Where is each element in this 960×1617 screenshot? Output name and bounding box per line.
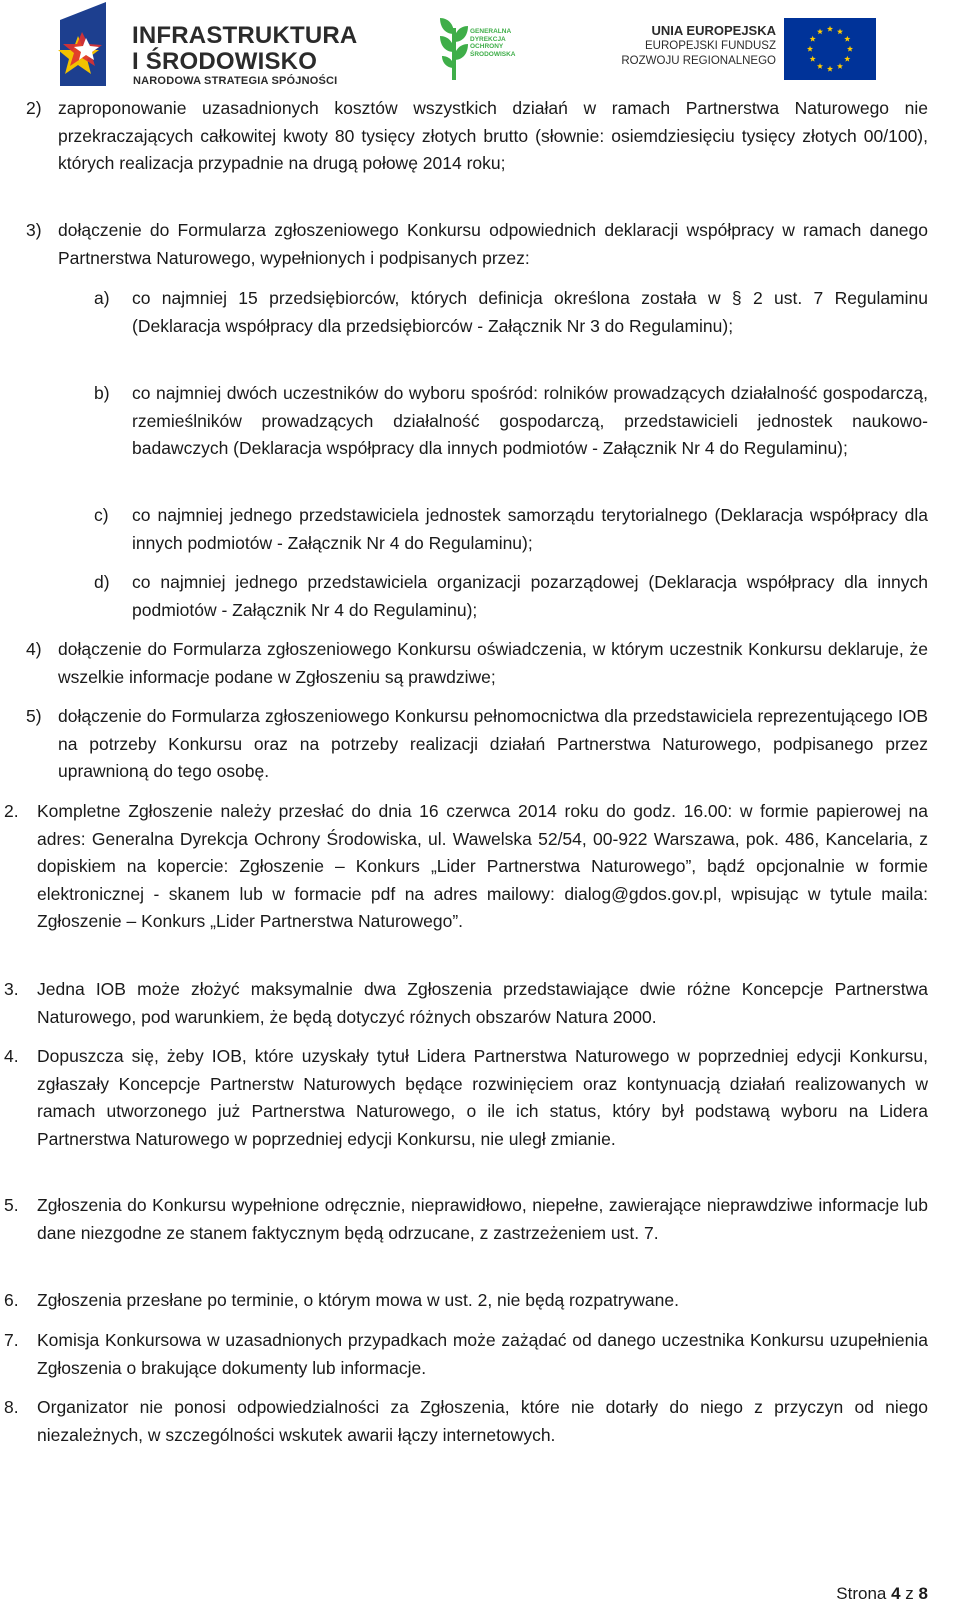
list-item: 2. Kompletne Zgłoszenie należy przesłać do dnia 16 czerwca 2014 roku do godz. 16.00: w formie papierowej na adres: Generalna Dyrekcja Ochrony Środowiska, ul. Wawelska 52/54, 00-922 Warszawa, pok. 486, Kancelaria, z dopiskiem na kopercie: Zgłoszenie – Konkurs „Lider Partnerstwa Naturowego”, bądź opcjonalnie w formie elektronicznej - skanem lub w formacie pdf na adres mailowy: dialog@gdos.gov.pl, wpisując w tytule maila: Zgłoszenie – Konkurs „Lider Partnerstwa Naturowego”. [4,801,928,931]
logo-left-line3: NARODOWA STRATEGIA SPÓJNOŚCI [133,75,338,87]
list-item: 4) dołączenie do Formularza zgłoszeniowego Konkursu oświadczenia, w którym uczestnik Konkursu deklaruje, że wszelkie informacje podane w Zgłoszeniu są prawdziwe; [26,639,928,687]
eu-logo [620,18,882,84]
list-item: 5. Zgłoszenia do Konkursu wypełnione odręcznie, nieprawidłowo, niepełne, zawierające nieprawdziwe informacje lub dane niezgodne ze stanem faktycznym będą odrzucane, z zastrzeżeniem ust. 7. [4,1195,928,1243]
eu-logo-line1: UNIA EUROPEJSKA [651,23,776,38]
logo-left-line1: INFRASTRUKTURA [132,22,358,49]
list-item: a) co najmniej 15 przedsiębiorców, których definicja określona została w § 2 ust. 7 Regulaminu (Deklaracja współpracy dla przedsiębiorców - Załącznik Nr 3 do Regulaminu); [94,288,928,336]
star-emblem-icon [58,2,130,86]
list-item: 7. Komisja Konkursowa w uzasadnionych przypadkach może zażądać od danego uczestnika Konkursu uzupełnienia Zgłoszenia o brakujące dokumenty lub informacje. [4,1330,928,1378]
list-item: 4. Dopuszcza się, żeby IOB, które uzyskały tytuł Lidera Partnerstwa Naturowego w poprzedniej edycji Konkursu, zgłaszały Koncepcje Partnerstw Naturowych będące rozwinięciem oraz kontynuacją działań realizowanych w ramach utworzonego już Partnerstwa Naturowego, o ile ich status, który był podstawą wyboru na Lidera Partnerstwa Naturowego w poprzedniej edycji Konkursu, nie uległ zmianie. [4,1046,928,1149]
eu-logo-line2: EUROPEJSKI FUNDUSZ [645,40,776,52]
list-item: 6. Zgłoszenia przesłane po terminie, o którym mowa w ust. 2, nie będą rozpatrywane. [4,1290,679,1310]
list-item: c) co najmniej jednego przedstawiciela jednostek samorządu terytorialnego (Deklaracja współpracy dla innych podmiotów - Załącznik Nr 4 do Regulaminu); [94,505,928,553]
list-item: b) co najmniej dwóch uczestników do wyboru spośród: rolników prowadzących działalność gospodarczą, rzemieślników prowadzących działalność gospodarczą, przedstawicieli jednostek naukowo-badawczych (Deklaracja współpracy dla innych podmiotów - Załącznik Nr 4 do Regulaminu); [94,383,928,458]
list-item: d) co najmniej jednego przedstawiciela organizacji pozarządowej (Deklaracja współpracy dla innych podmiotów - Załącznik Nr 4 do Regulaminu); [94,572,928,620]
list-item: 5) dołączenie do Formularza zgłoszeniowego Konkursu pełnomocnictwa dla przedstawiciela reprezentującego IOB na potrzeby Konkursu oraz na potrzeby realizacji działań Partnerstwa Naturowego, podpisanego przez uprawnioną do tego osobę. [26,706,928,781]
list-item: 8. Organizator nie ponosi odpowiedzialności za Zgłoszenia, które nie dotarły do niego z przyczyn od niego niezależnych, w szczególności wskutek awarii łączy internetowych. [4,1397,928,1445]
logo-left-line2: I ŚRODOWISKO [132,48,318,75]
eu-logo-line3: ROZWOJU REGIONALNEGO [621,55,776,67]
list-item: 3) dołączenie do Formularza zgłoszeniowego Konkursu odpowiednich deklaracji współpracy w ramach danego Partnerstwa Naturowego, wypełnionych i podpisanych przez: [26,220,928,268]
gdos-logo-text: GENERALNA DYREKCJA OCHRONY ŚRODOWISKA [470,28,516,58]
list-item: 2) zaproponowanie uzasadnionych kosztów wszystkich działań w ramach Partnerstwa Naturowego nie przekraczających całkowitej kwoty 80 tysięcy złotych brutto (słownie: osiemdziesięciu tysięcy złotych 00/100), których realizacja przypadnie na drugą połowę 2014 roku; [26,98,928,173]
list-item: 3. Jedna IOB może złożyć maksymalnie dwa Zgłoszenia przedstawiające dwie różne Koncepcje Partnerstwa Naturowego, pod warunkiem, że będą dotyczyć różnych obszarów Natura 2000. [4,979,928,1027]
eu-flag-icon [784,18,876,80]
page-number: Strona 4 z 8 [836,1584,928,1603]
infrastruktura-logo [58,2,358,86]
page-header [0,0,960,92]
gdos-logo [438,14,518,82]
tree-emblem-icon [438,14,470,82]
